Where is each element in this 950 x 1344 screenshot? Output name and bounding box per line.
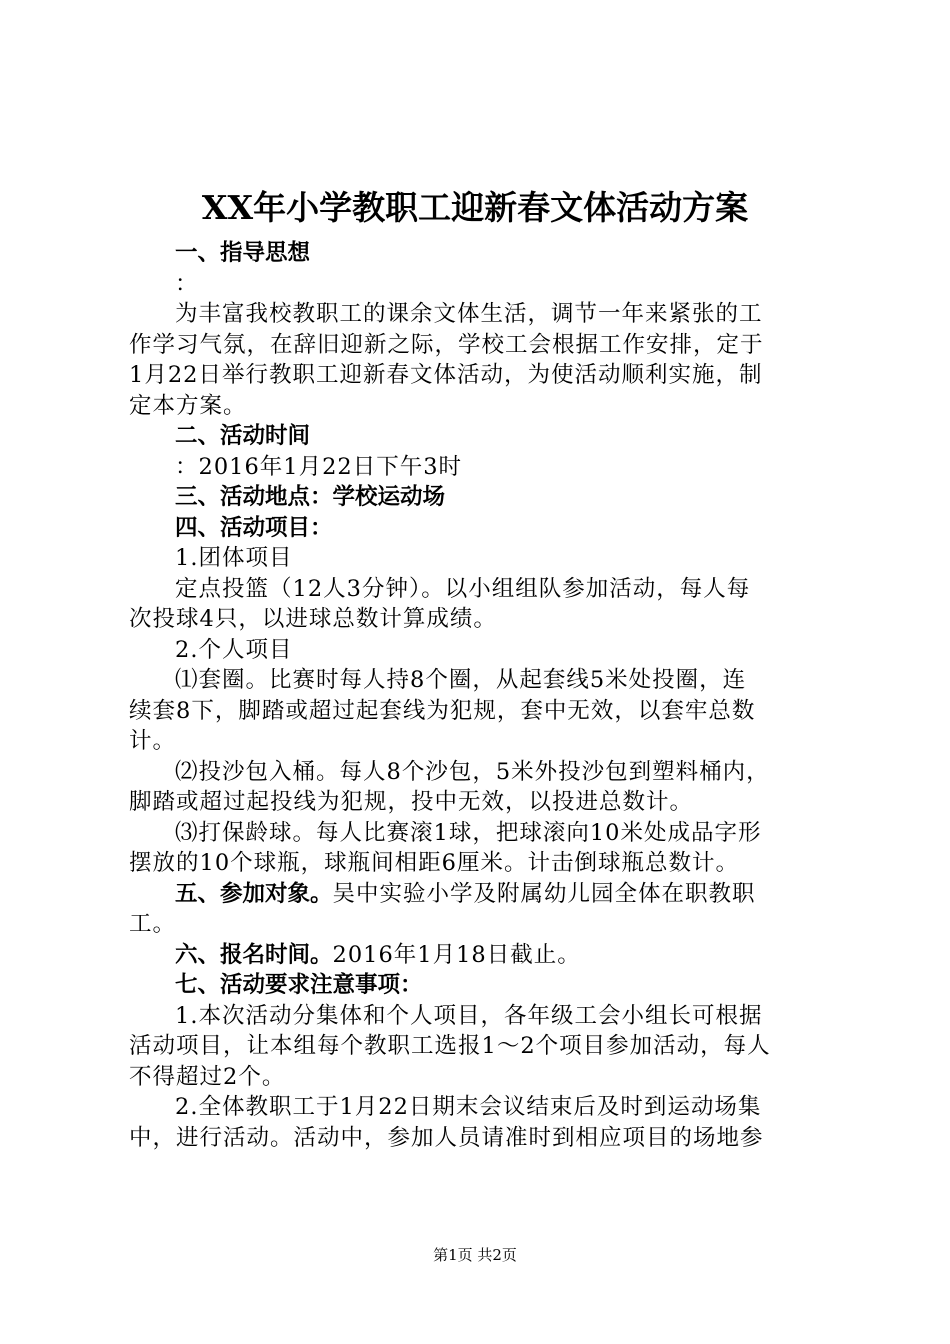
- body-text-line: [129, 360, 829, 391]
- section-heading-line: [129, 970, 829, 1001]
- body-text-line: [129, 574, 829, 605]
- body-text-line: [129, 818, 829, 849]
- body-text-line: [129, 1092, 829, 1123]
- line-text: 次投球4只，以进球总数计算成绩。: [129, 606, 497, 632]
- body-text-line: [129, 1001, 829, 1032]
- body-text-line: [129, 1062, 829, 1093]
- section-heading-line: [129, 482, 829, 513]
- line-text: 工。: [129, 911, 177, 937]
- heading-text: 一、指导思想: [175, 240, 311, 266]
- body-text-line: [129, 1031, 829, 1062]
- line-tail-text: 吴中实验小学及附属幼儿园全体在职教职: [332, 880, 756, 907]
- body-text-line: [129, 543, 829, 574]
- body-text-line: [129, 452, 829, 483]
- heading-text: 七、活动要求注意事项：: [175, 972, 423, 998]
- body-text-line: [129, 635, 829, 666]
- line-text: 为丰富我校教职工的课余文体生活，调节一年来紧张的工: [175, 301, 763, 327]
- line-text: ：2016年1月22日下午3时: [175, 453, 463, 480]
- body-text-line: [129, 848, 829, 879]
- section-heading-line: [129, 513, 829, 544]
- line-text: ⑶打保龄球。每人比赛滚1球，把球滚向10米处成品字形: [175, 819, 762, 846]
- heading-text: 三、活动地点：学校运动场: [175, 484, 446, 510]
- document-body: [129, 238, 829, 1153]
- heading-text: 四、活动项目：: [175, 514, 333, 541]
- page-footer: 第1页 共2页: [433, 1246, 517, 1264]
- line-text: 1月22日举行教职工迎新春文体活动，为使活动顺利实施，制: [129, 362, 763, 388]
- section-heading-line: [129, 940, 829, 971]
- line-text: 2.全体教职工于1月22日期末会议结束后及时到运动场集: [175, 1094, 762, 1120]
- line-text: 脚踏或超过起投线为犯规，投中无效，以投进总数计。: [129, 789, 694, 815]
- line-text: 不得超过2个。: [129, 1063, 286, 1090]
- body-text-line: [129, 1123, 829, 1154]
- line-text: 作学习气氛，在辞旧迎新之际，学校工会根据工作安排，定于: [129, 331, 764, 358]
- line-text: ⑵投沙包入桶。每人8个沙包，5米外投沙包到塑料桶内，: [175, 758, 770, 785]
- body-text-line: [129, 269, 829, 300]
- line-text: 摆放的10个球瓶，球瓶间相距6厘米。计击倒球瓶总数计。: [129, 850, 739, 876]
- body-text-line: [129, 604, 829, 635]
- body-text-line: [129, 726, 829, 757]
- line-text: ：: [175, 270, 199, 297]
- section-heading-line: [129, 421, 829, 452]
- line-text: 定点投篮（12人3分钟）。以小组组队参加活动，每人每: [175, 575, 751, 602]
- line-text: 定本方案。: [129, 392, 247, 419]
- body-text-line: [129, 665, 829, 696]
- line-text: 1.本次活动分集体和个人项目，各年级工会小组长可根据: [175, 1002, 763, 1029]
- body-text-line: [129, 696, 829, 727]
- line-tail-text: 2016年1月18日截止。: [332, 941, 581, 968]
- line-text: 中，进行活动。活动中，参加人员请准时到相应项目的场地参: [129, 1124, 764, 1151]
- body-text-line: [129, 391, 829, 422]
- heading-text: 二、活动时间: [175, 423, 311, 449]
- line-text: 1.团体项目: [175, 545, 293, 571]
- heading-text: 五、参加对象。: [175, 880, 333, 907]
- body-text-line: [129, 909, 829, 940]
- line-text: ⑴套圈。比赛时每人持8个圈，从起套线5米处投圈，连: [175, 667, 747, 693]
- body-text-line: [129, 330, 829, 361]
- line-text: 2.个人项目: [175, 636, 293, 663]
- section-heading-line: [129, 238, 829, 269]
- heading-text: 六、报名时间。: [175, 941, 333, 968]
- section-heading-line: [129, 879, 829, 910]
- line-text: 活动项目，让本组每个教职工选报1～2个项目参加活动，每人: [129, 1033, 771, 1059]
- document-title: XX年小学教职工迎新春文体活动方案: [201, 188, 749, 227]
- body-text-line: [129, 757, 829, 788]
- line-text: 计。: [129, 728, 177, 754]
- line-text: 续套8下，脚踏或超过起套线为犯规，套中无效，以套牢总数: [129, 697, 756, 724]
- body-text-line: [129, 299, 829, 330]
- body-text-line: [129, 787, 829, 818]
